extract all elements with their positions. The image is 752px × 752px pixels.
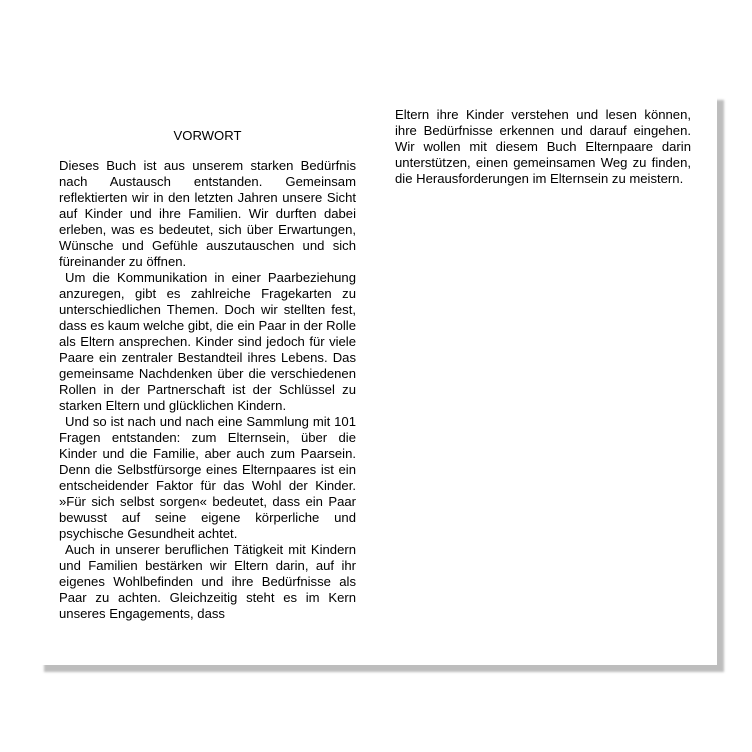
chapter-title: VORWORT [173,128,242,143]
right-page [395,107,691,187]
paragraph: Eltern ihre Kinder verstehen und lesen können, ihre Bedürfnisse erkennen und darauf eingehen. Wir wollen mit diesem Buch Elternpaare darin unterstützen, einen gemeinsamen Weg zu finden, die Herausforderungen im Elternsein zu meistern. [395,107,691,186]
left-page [59,93,356,622]
paragraph: Um die Kommunikation in einer Paarbeziehung anzuregen, gibt es zahlreiche Fragekarten zu unterschiedlichen Themen. Doch wir stellten fest, dass es kaum welche gibt, die ein Paar in der Rolle als Eltern ansprechen. Kinder sind jedoch für viele Paare ein zentraler Bestandteil ihres Lebens. Das gemeinsame Nachdenken über die verschiedenen Rollen in der Partnerschaft ist der Schlüssel zu starken Eltern und glücklichen Kindern. [59,270,356,413]
paragraph: Dieses Buch ist aus unserem starken Bedürfnis nach Austausch entstanden. Gemeinsam reflektierten wir in den letzten Jahren unsere Sicht auf Kinder und ihre Familien. Wir durften dabei erleben, was es bedeutet, sich über Erwartungen, Wünsche und Gefühle auszutauschen und sich füreinander zu öffnen. [59,158,356,269]
paragraph: Auch in unserer beruflichen Tätigkeit mit Kindern und Familien bestärken wir Eltern darin, auf ihr eigenes Wohlbefinden und ihre Bedürfnisse als Paar zu achten. Gleichzeitig steht es im Kern unseres Engagements, dass [59,542,356,621]
book-spread [37,93,717,665]
paragraph: Und so ist nach und nach eine Sammlung mit 101 Fragen entstanden: zum Elternsein, über die Kinder und die Familie, aber auch zum Paarsein. Denn die Selbstfürsorge eines Elternpaares ist ein entscheidender Faktor für das Wohl der Kinder. »Für sich selbst sorgen« bedeutet, dass ein Paar bewusst auf seine eigene körperliche und psychische Gesundheit achtet. [59,414,356,541]
